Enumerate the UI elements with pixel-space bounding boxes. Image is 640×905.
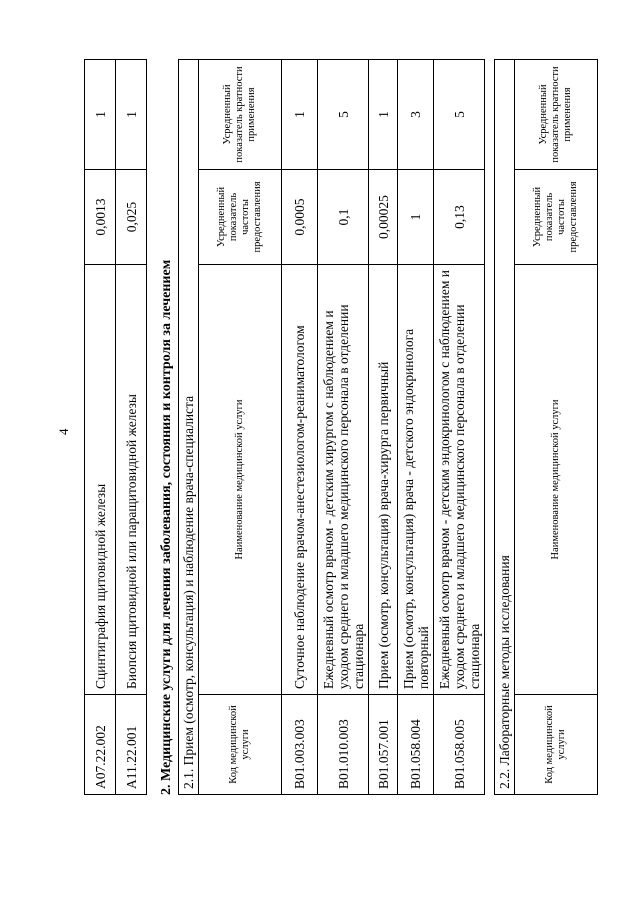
header-name: Наименование медицинской услуги	[515, 265, 598, 695]
table-row	[85, 60, 116, 795]
header-multiplicity: Усредненный показатель кратности применения	[199, 59, 282, 169]
header-multiplicity: Усредненный показатель кратности применения	[515, 59, 598, 169]
table-header-row	[515, 59, 598, 794]
header-frequency: Усредненный показатель частоты предоставления	[199, 170, 282, 265]
frequency-value: 0,025	[116, 170, 147, 265]
table-row	[116, 60, 147, 795]
table-row	[398, 59, 434, 794]
table-top	[84, 59, 147, 795]
multiplicity-value: 3	[398, 59, 434, 169]
service-name: Биопсия щитовидной или паращитовидной железы	[116, 265, 147, 695]
service-name: Ежедневный осмотр врачом - детским хирургом с наблюдением и уходом среднего и младшего медицинского персонала в отделении стационара	[318, 265, 369, 695]
frequency-value: 0,00025	[369, 170, 398, 265]
page-number: 4	[56, 428, 71, 435]
frequency-value: 0,0013	[85, 170, 116, 265]
service-name: Прием (осмотр, консультация) врача-хирурга первичный	[369, 265, 398, 695]
service-code: B01.010.003	[318, 695, 369, 795]
service-name: Прием (осмотр, консультация) врача - детского эндокринолога повторный	[398, 265, 434, 695]
service-code: A07.22.002	[85, 695, 116, 795]
multiplicity-value: 1	[116, 60, 147, 170]
service-name: Суточное наблюдение врачом-анестезиологом-реаниматологом	[282, 265, 318, 695]
service-code: B01.057.001	[369, 695, 398, 795]
service-name: Сцинтиграфия щитовидной железы	[85, 265, 116, 695]
service-name: Ежедневный осмотр врачом - детским эндокринологом с наблюдением и уходом среднего и младшего медицинского персонала в отделении стационара	[434, 265, 485, 695]
frequency-value: 0,1	[318, 170, 369, 265]
frequency-value: 0,13	[434, 170, 485, 265]
multiplicity-value: 1	[282, 59, 318, 169]
table-row	[369, 59, 398, 794]
service-code: B01.003.003	[282, 695, 318, 795]
table-22	[494, 59, 598, 795]
service-code: B01.058.004	[398, 695, 434, 795]
frequency-value: 0,0005	[282, 170, 318, 265]
service-code: A11.22.001	[116, 695, 147, 795]
frequency-value: 1	[398, 170, 434, 265]
table-row	[318, 59, 369, 794]
header-code: Код медицинской услуги	[515, 695, 598, 795]
section-2-heading: 2. Медицинские услуги для лечения заболевания, состояния и контроля за лечением	[159, 259, 174, 795]
multiplicity-value: 1	[85, 60, 116, 170]
header-frequency: Усредненный показатель частоты предоставления	[515, 170, 598, 265]
service-code: B01.058.005	[434, 695, 485, 795]
subsection-22-title: 2.2. Лабораторные методы исследования	[495, 59, 515, 794]
table-row	[282, 59, 318, 794]
multiplicity-value: 5	[318, 59, 369, 169]
table-header-row	[199, 59, 282, 794]
subsection-21-title: 2.1. Прием (осмотр, консультация) и наблюдение врача-специалиста	[179, 59, 199, 794]
multiplicity-value: 1	[369, 59, 398, 169]
multiplicity-value: 5	[434, 59, 485, 169]
header-name: Наименование медицинской услуги	[199, 265, 282, 695]
table-row	[434, 59, 485, 794]
table-21	[178, 59, 485, 795]
header-code: Код медицинской услуги	[199, 695, 282, 795]
